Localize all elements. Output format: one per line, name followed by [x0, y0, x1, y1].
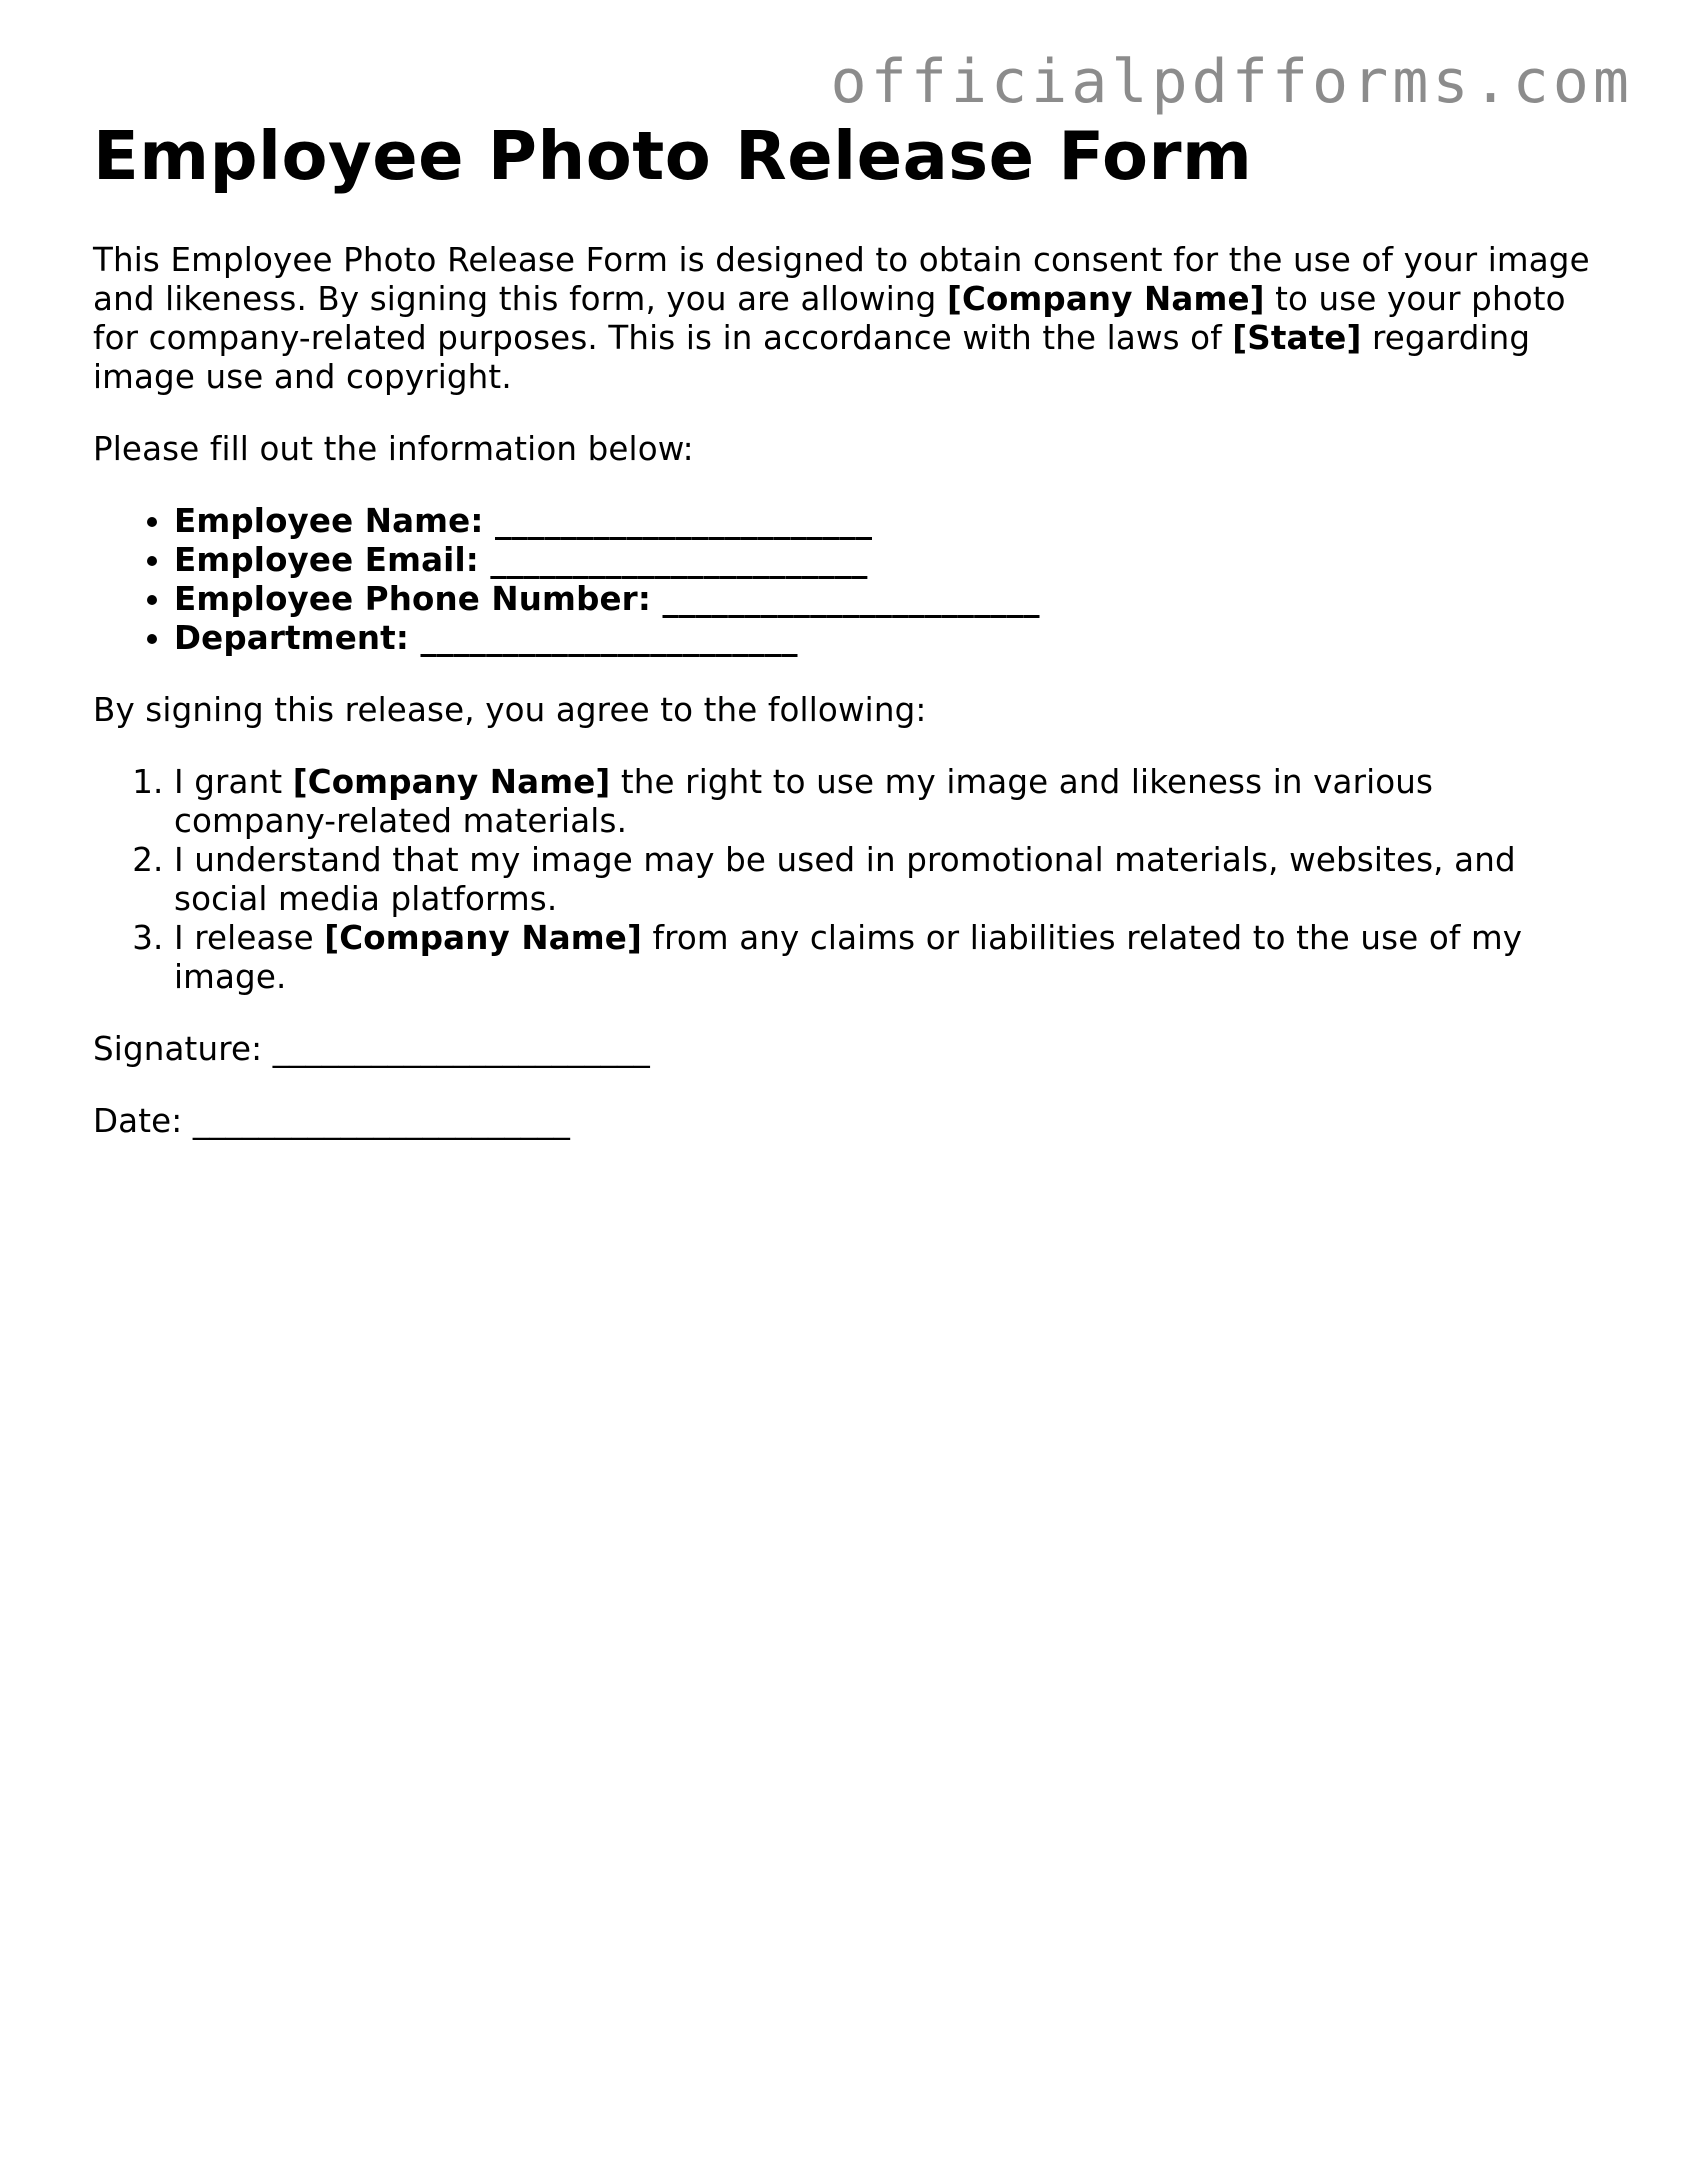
signature-label: Signature: — [93, 1030, 263, 1069]
intro-text-3: regarding image use and copyright. — [93, 319, 1531, 397]
term-item — [174, 919, 1593, 997]
field-label: Employee Name: — [174, 502, 484, 541]
date-blank[interactable]: _______________________ — [192, 1102, 571, 1141]
employee-email-blank[interactable]: _______________________ — [490, 541, 868, 580]
field-employee-email — [174, 541, 1593, 580]
document-body — [93, 118, 1593, 1174]
field-department — [174, 619, 1593, 658]
field-label: Employee Phone Number: — [174, 580, 651, 619]
page-title: Employee Photo Release Form — [93, 117, 1253, 195]
intro-text-2: to use your photo for company-related purposes. This is in accordance with the laws of — [93, 280, 1566, 358]
field-label: Employee Email: — [174, 541, 479, 580]
department-blank[interactable]: _______________________ — [420, 619, 798, 658]
info-field-list — [93, 502, 1593, 658]
date-label: Date: — [93, 1102, 183, 1141]
intro-paragraph — [93, 241, 1593, 397]
term-text-before: I release — [174, 919, 325, 958]
field-employee-name — [174, 502, 1593, 541]
term-text: I understand that my image may be used in promotional materials, websites, and social media platforms. — [174, 841, 1516, 919]
agree-prompt: By signing this release, you agree to the following: — [93, 691, 927, 730]
watermark: officialpdfforms.com — [830, 47, 1633, 117]
employee-phone-blank[interactable]: _______________________ — [662, 580, 1040, 619]
state-placeholder: [State] — [1232, 319, 1362, 358]
fill-prompt: Please fill out the information below: — [93, 430, 694, 469]
signature-line — [93, 1030, 1593, 1069]
employee-name-blank[interactable]: _______________________ — [495, 502, 873, 541]
signature-blank[interactable]: _______________________ — [272, 1030, 650, 1069]
date-line — [93, 1102, 1593, 1141]
term-item — [174, 763, 1593, 841]
term-text-after: from any claims or liabilities related to the use of my image. — [174, 919, 1523, 997]
company-name-placeholder: [Company Name] — [324, 919, 642, 958]
company-name-placeholder: [Company Name] — [292, 763, 611, 802]
field-label: Department: — [174, 619, 410, 658]
terms-list — [93, 763, 1593, 997]
term-item — [174, 841, 1593, 919]
term-text-after: the right to use my image and likeness in various company-related materials. — [174, 763, 1434, 841]
term-text-before: I grant — [174, 763, 293, 802]
intro-text-1: This Employee Photo Release Form is designed to obtain consent for the use of your image and likeness. By signing this form, you are allowing — [93, 241, 1590, 319]
field-employee-phone — [174, 580, 1593, 619]
company-name-placeholder: [Company Name] — [946, 280, 1265, 319]
